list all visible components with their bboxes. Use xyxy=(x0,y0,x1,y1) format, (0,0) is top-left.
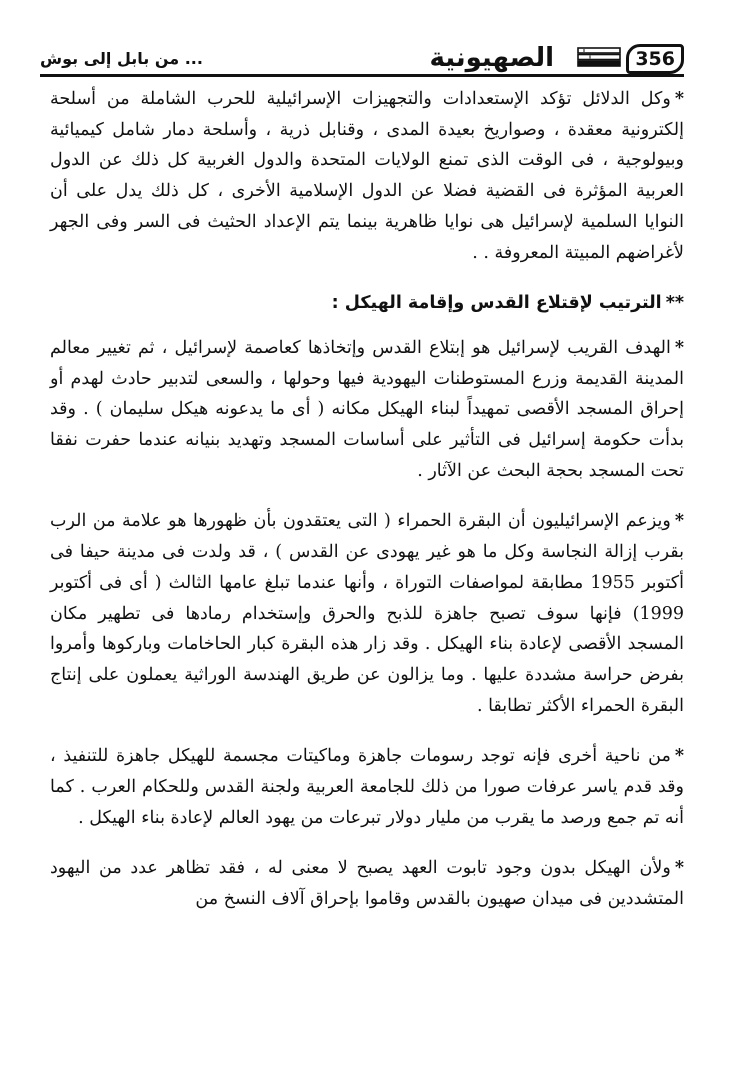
section-heading xyxy=(50,288,684,319)
page-number: 356 xyxy=(626,44,684,74)
page-header xyxy=(40,38,684,78)
paragraph-text: الهدف القريب لإسرائيل هو إبتلاع القدس وإتخاذها كعاصمة لإسرائيل ، ثم تغيير معالم المدينة القديمة وزرع المستوطنات اليهودية فيها وحولها ، والسعى لتدبير حادث لهدم أو إحراق المسجد الأقصى تمهيداً لبناء الهيكل مكانه ( أى ما يدعونه هيكل سليمان ) . وقد بدأت حكومة إسرائيل فى التأثير على أساسات المسجد وتهديد بنيانه عندما حفرت نفقا تحت المسجد بحجة البحث عن الآثار . xyxy=(50,337,684,481)
header-rule xyxy=(40,74,684,77)
running-title: الصهيونية xyxy=(429,43,554,73)
paragraph xyxy=(50,741,684,833)
bullet-star: * xyxy=(674,511,684,532)
paragraph xyxy=(50,853,684,914)
running-subtitle: ... من بابل إلى بوش xyxy=(40,49,203,68)
bullet-star: * xyxy=(674,89,684,109)
paragraph-text: من ناحية أخرى فإنه توجد رسومات جاهزة وماكيتات مجسمة للهيكل جاهزة للتنفيذ ، وقد قدم ياسر عرفات صورا من ذلك للجامعة العربية ولجنة القدس وللحكام العرب . كما أنه تم جمع ورصد ما يقرب من مليار دولار تبرعات من يهود العالم لإعادة بناء الهيكل . xyxy=(50,746,684,828)
paragraph xyxy=(50,333,684,487)
paragraph-text: وكل الدلائل تؤكد الإستعدادات والتجهيزات الإسرائيلية للحرب الشاملة من أسلحة إلكترونية معقدة ، وصواريخ بعيدة المدى ، وقنابل ذرية ، وأسلحة دمار شامل كيميائية وبيولوجية ، فى الوقت الذى تمنع الولايات المتحدة والدول الغربية كل ذلك عن الدول العربية المؤثرة فى القضية فضلا عن الدول الإسلامية الأخرى ، كل ذلك يدل على أن النوايا السلمية لإسرائيل هى نوايا ظاهرية بينما يتم الإعداد الحثيث فى السر وفى الجهر لأغراضهم المبيتة المعروفة . . xyxy=(50,89,684,263)
paragraph-text: ويزعم الإسرائيليون أن البقرة الحمراء ( التى يعتقدون بأن ظهورها هو علامة من الرب بقرب إزالة النجاسة وكل ما هو غير يهودى عن القدس ) ، قد ولدت فى مدينة حيفا فى أكتوبر 1955 مطابقة لمواصفات التوراة ، وأنها عندما تبلغ عامها الثالث ( أى فى أكتوبر 1999) فإنها سوف تصبح جاهزة للذبح والحرق وإستخدام رمادها فى تطهير مكان المسجد الأقصى لإعادة بناء الهيكل . وقد زار هذه البقرة كبار الحاخامات وباركوها وأمروا بفرض حراسة مشددة عليها . وما يزالون عن طريق الهندسة الوراثية يعملون على إنتاج البقرة الحمراء الأكثر تطابقا . xyxy=(50,511,685,716)
bullet-star: * xyxy=(674,337,684,358)
bullet-star: * xyxy=(674,858,684,879)
paragraph xyxy=(50,84,684,268)
bullet-star: * xyxy=(674,746,684,767)
paragraph xyxy=(50,506,684,721)
body-text xyxy=(50,84,684,935)
section-heading-text: الترتيب لإقتلاع القدس وإقامة الهيكل : xyxy=(331,293,662,314)
paragraph-text: ولأن الهيكل بدون وجود تابوت العهد يصبح لا معنى له ، فقد تظاهر عدد من اليهود المتشددين فى ميدان صهيون بالقدس وقاموا بإحراق آلاف النسخ من xyxy=(50,858,684,910)
book-stack-icon xyxy=(576,46,622,68)
bullet-double-star: ** xyxy=(665,293,684,314)
